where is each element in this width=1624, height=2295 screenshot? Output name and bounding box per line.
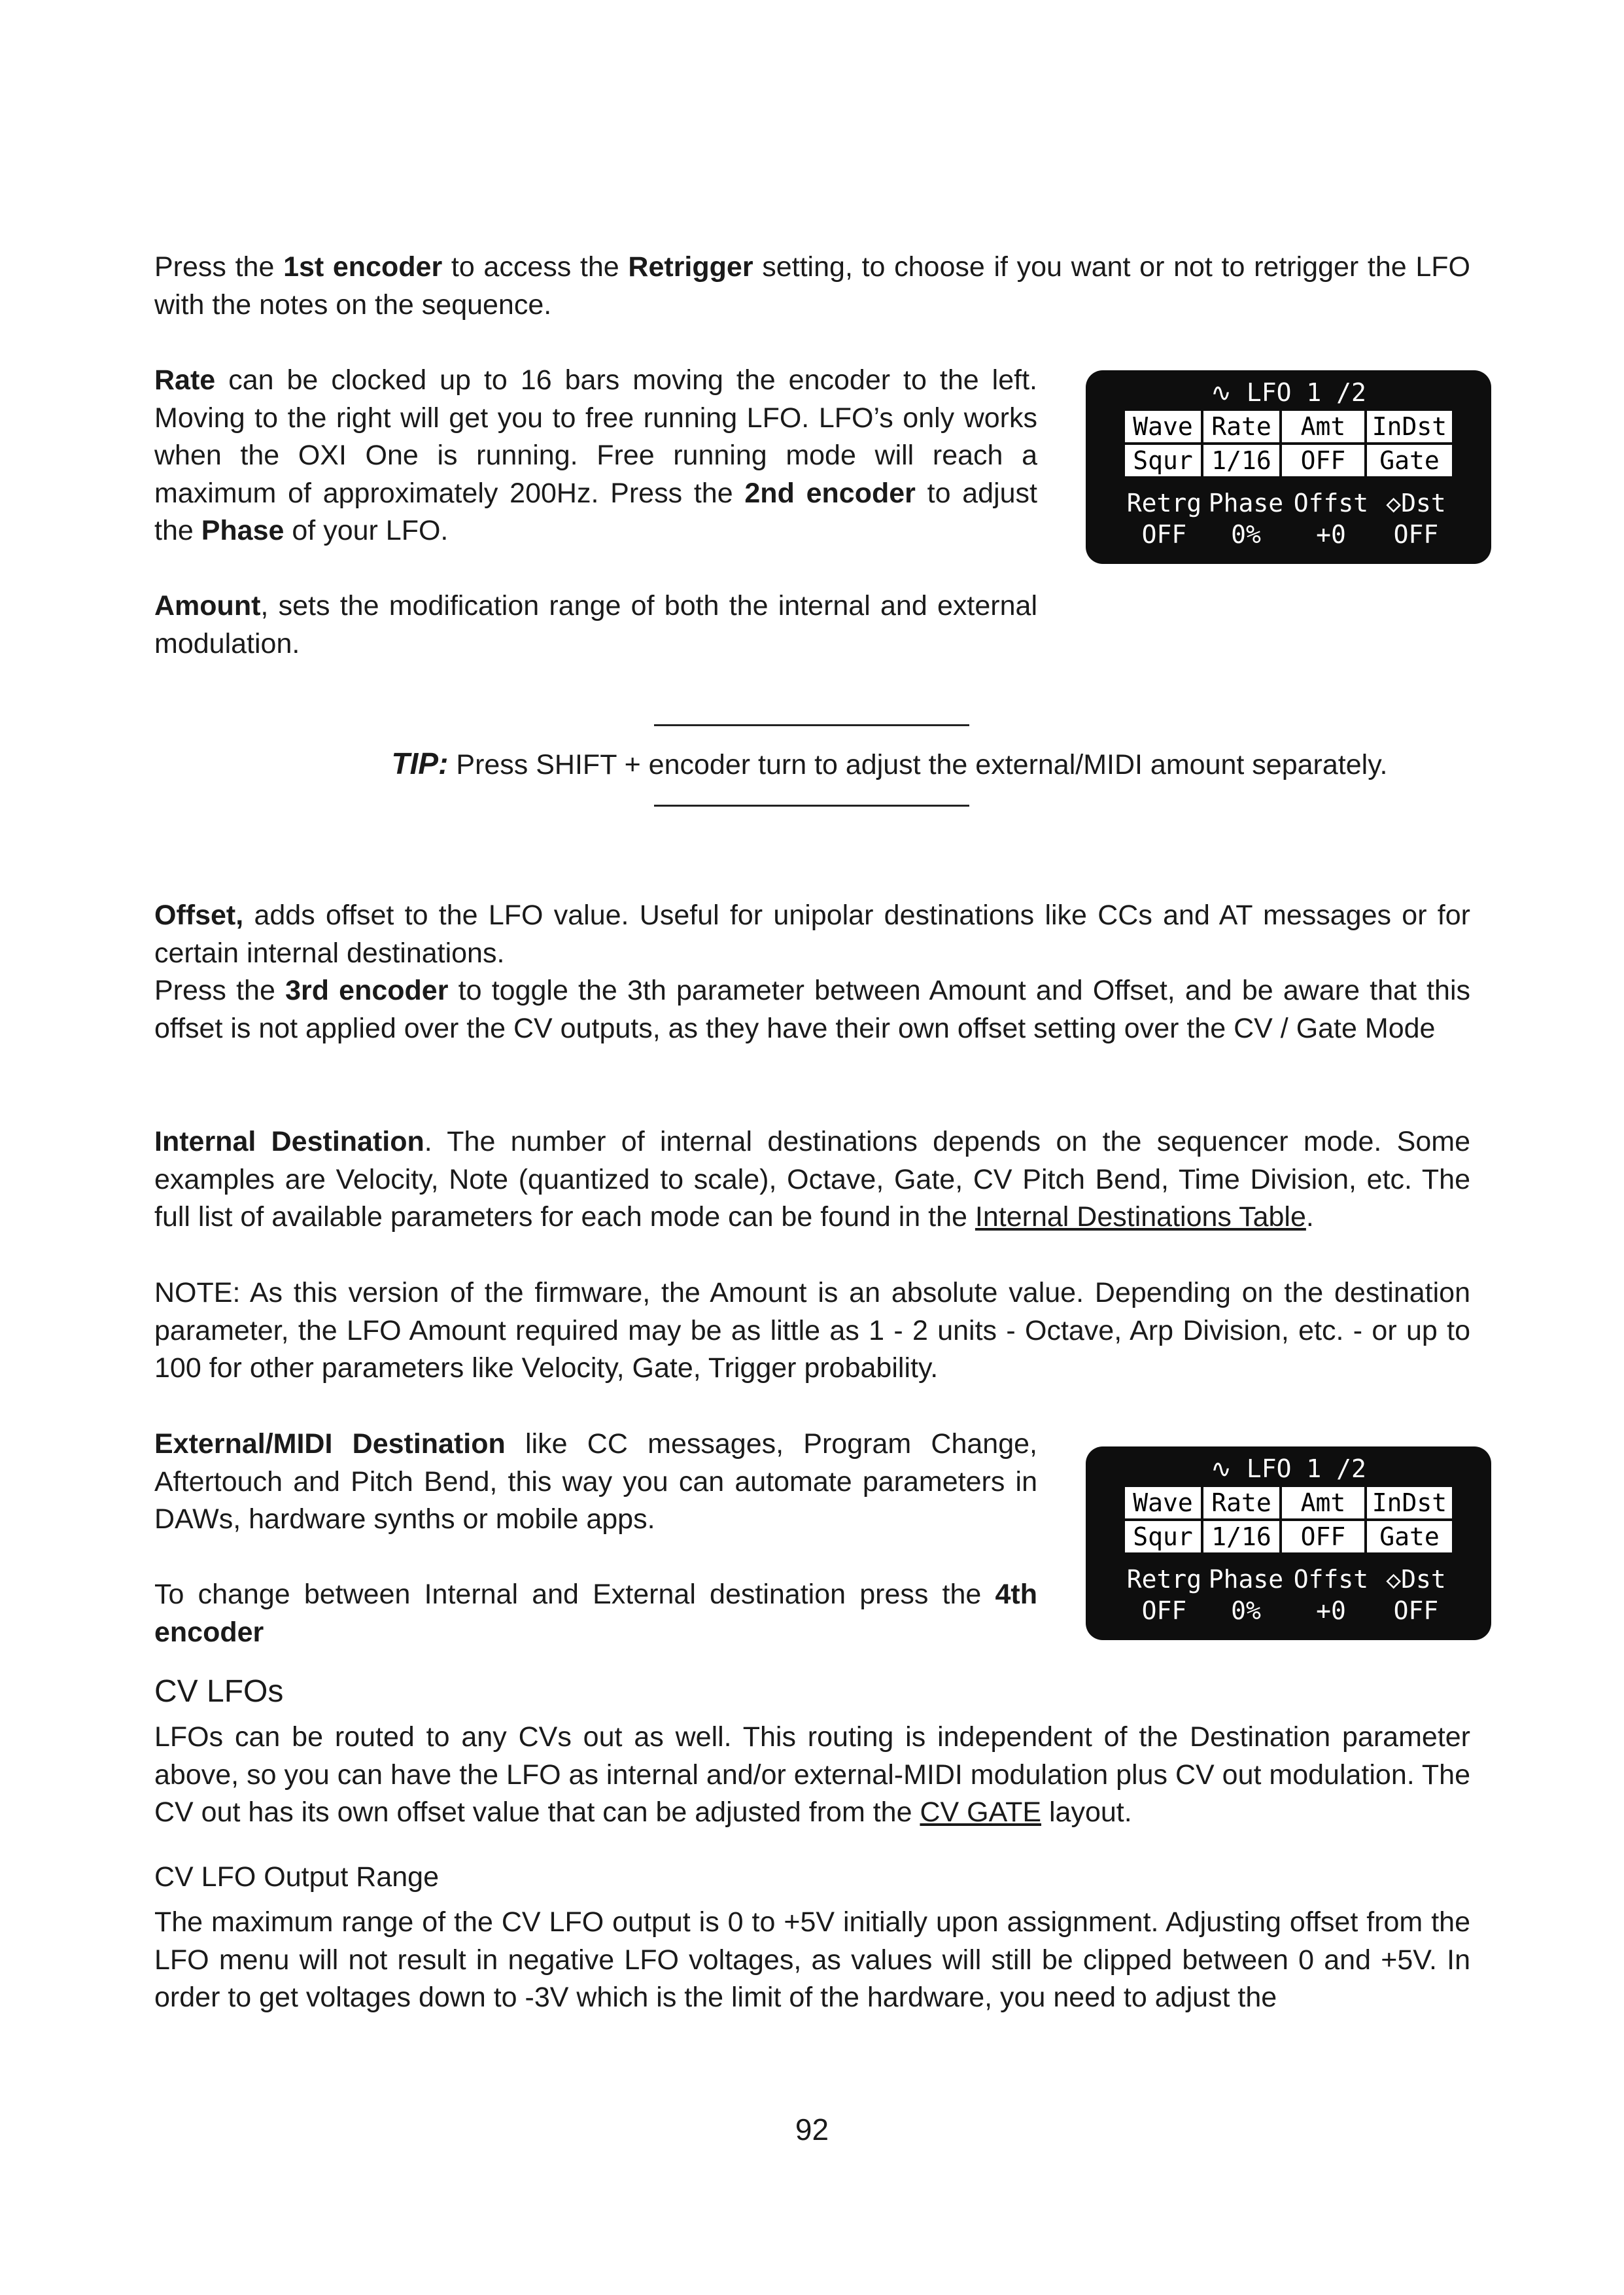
screen-label-phase: Phase xyxy=(1208,489,1284,517)
screen-label-offst: Offst xyxy=(1293,1565,1369,1594)
screen-value-retrg: OFF xyxy=(1141,1596,1187,1625)
screen-labels-row xyxy=(1125,488,1459,518)
screen-label-retrg: Retrg xyxy=(1126,489,1202,517)
paragraph-amount: Amount, sets the modification range of both the internal and external modulation. xyxy=(154,590,1037,659)
paragraph-note: NOTE: As this version of the firmware, the Amount is an absolute value. Depending on the destination parameter, the LFO Amount required may be as little as 1 - 2 units - Octave, Arp Division, etc. - or up to 100 for other parameters like Velocity, Gate, Trigger probability. xyxy=(154,1277,1470,1384)
screen-param-grid xyxy=(1125,411,1452,476)
screen-label-dst: ◇Dst xyxy=(1386,489,1446,517)
page-number: 92 xyxy=(795,2112,829,2146)
paragraph-external-destination: External/MIDI Destination like CC messages, Program Change, Aftertouch and Pitch Bend, this way you can automate parameters in DAWs, hardware synths or mobile apps. xyxy=(154,1428,1037,1535)
screen-values-row xyxy=(1125,519,1459,550)
screen-value-offst: +0 xyxy=(1316,520,1346,549)
screen-value-offst: +0 xyxy=(1316,1596,1346,1625)
paragraph-rate: Rate can be clocked up to 16 bars moving the encoder to the left. Moving to the right will get you to free running LFO. LFO’s only works when the OXI One is running. Free running mode will reach a maximum of approximately 200Hz. Press the 2nd encoder to adjust the Phase of your LFO. xyxy=(154,364,1038,546)
lfo-screen-image-2 xyxy=(1086,1446,1491,1640)
screen-label-retrg: Retrg xyxy=(1126,1565,1202,1594)
screen-cell-rate-value: 1/16 xyxy=(1203,1521,1282,1552)
screen-cell-rate-value: 1/16 xyxy=(1203,445,1282,476)
screen-param-grid xyxy=(1125,1487,1452,1552)
sine-wave-icon: ∿ xyxy=(1211,378,1232,407)
heading-cv-lfos: CV LFOs xyxy=(154,1674,284,1709)
screen-cell-indst: InDst xyxy=(1367,1487,1452,1518)
cv-gate-link[interactable]: CV GATE xyxy=(920,1796,1042,1828)
screen-cell-amt-value: OFF xyxy=(1282,445,1367,476)
screen-cell-wave: Wave xyxy=(1125,411,1203,442)
paragraph-change-destination: To change between Internal and External destination press the 4th encoder xyxy=(154,1579,1037,1648)
tip-bottom-rule xyxy=(654,805,969,807)
paragraph-offset: Offset, adds offset to the LFO value. Useful for unipolar destinations like CCs and AT messages or for certain internal destinations. Press the 3rd encoder to toggle the 3th parameter between Amount and Offset, and be aware that this offset is not applied over the CV outputs, as they have their own offset setting over the CV / Gate Mode xyxy=(154,900,1471,1044)
sine-wave-icon: ∿ xyxy=(1211,1454,1232,1483)
screen-cell-wave-value: Squr xyxy=(1125,1521,1203,1552)
screen-cell-amt-value: OFF xyxy=(1282,1521,1367,1552)
internal-destinations-table-link[interactable]: Internal Destinations Table xyxy=(975,1201,1306,1233)
tip-note: TIP: Press SHIFT + encoder turn to adjust the external/MIDI amount separately. xyxy=(391,746,1388,780)
screen-value-dst: OFF xyxy=(1393,520,1439,549)
screen-cell-rate: Rate xyxy=(1203,411,1282,442)
screen-cell-indst: InDst xyxy=(1367,411,1452,442)
screen-labels-row xyxy=(1125,1564,1459,1594)
lfo-screen-image xyxy=(1086,370,1491,564)
screen-title: ∿ LFO 1 /2 xyxy=(1211,1454,1366,1483)
screen-values-row xyxy=(1125,1596,1459,1626)
paragraph-cv-lfos: LFOs can be routed to any CVs out as well. This routing is independent of the Destination parameter above, so you can have the LFO as internal and/or external-MIDI modulation plus CV out modulation. The CV out has its own offset value that can be adjusted from the CV GATE layout. xyxy=(154,1721,1470,1828)
paragraph-cv-range: The maximum range of the CV LFO output is 0 to +5V initially upon assignment. Adjusting offset from the LFO menu will not result in negative LFO voltages, as values will still be clipped between 0 and +5V. In order to get voltages down to -3V which is the limit of the hardware, you need to adjust the xyxy=(154,1906,1470,2013)
screen-value-retrg: OFF xyxy=(1141,520,1187,549)
screen-label-phase: Phase xyxy=(1208,1565,1284,1594)
paragraph-internal-destination: Internal Destination. The number of internal destinations depends on the sequencer mode. Some examples are Velocity, Note (quantized to scale), Octave, Gate, CV Pitch Bend, Time Division, etc. The full list of available parameters for each mode can be found in the Internal Destinations Table. xyxy=(154,1126,1470,1233)
screen-cell-amt: Amt xyxy=(1282,411,1367,442)
tip-top-rule xyxy=(654,724,969,726)
screen-title: ∿ LFO 1 /2 xyxy=(1211,378,1366,407)
heading-cv-lfo-output-range: CV LFO Output Range xyxy=(154,1861,439,1893)
screen-label-offst: Offst xyxy=(1293,489,1369,517)
screen-value-phase: 0% xyxy=(1231,520,1261,549)
screen-cell-wave: Wave xyxy=(1125,1487,1203,1518)
screen-value-dst: OFF xyxy=(1393,1596,1439,1625)
tip-label: TIP: xyxy=(391,746,449,780)
screen-cell-indst-value: Gate xyxy=(1367,1521,1452,1552)
screen-value-phase: 0% xyxy=(1231,1596,1261,1625)
screen-cell-wave-value: Squr xyxy=(1125,445,1203,476)
screen-label-dst: ◇Dst xyxy=(1386,1565,1446,1594)
screen-cell-indst-value: Gate xyxy=(1367,445,1452,476)
screen-cell-rate: Rate xyxy=(1203,1487,1282,1518)
paragraph-retrigger: Press the 1st encoder to access the Retrigger setting, to choose if you want or not to retrigger the LFO with the notes on the sequence. xyxy=(154,251,1470,321)
screen-cell-amt: Amt xyxy=(1282,1487,1367,1518)
